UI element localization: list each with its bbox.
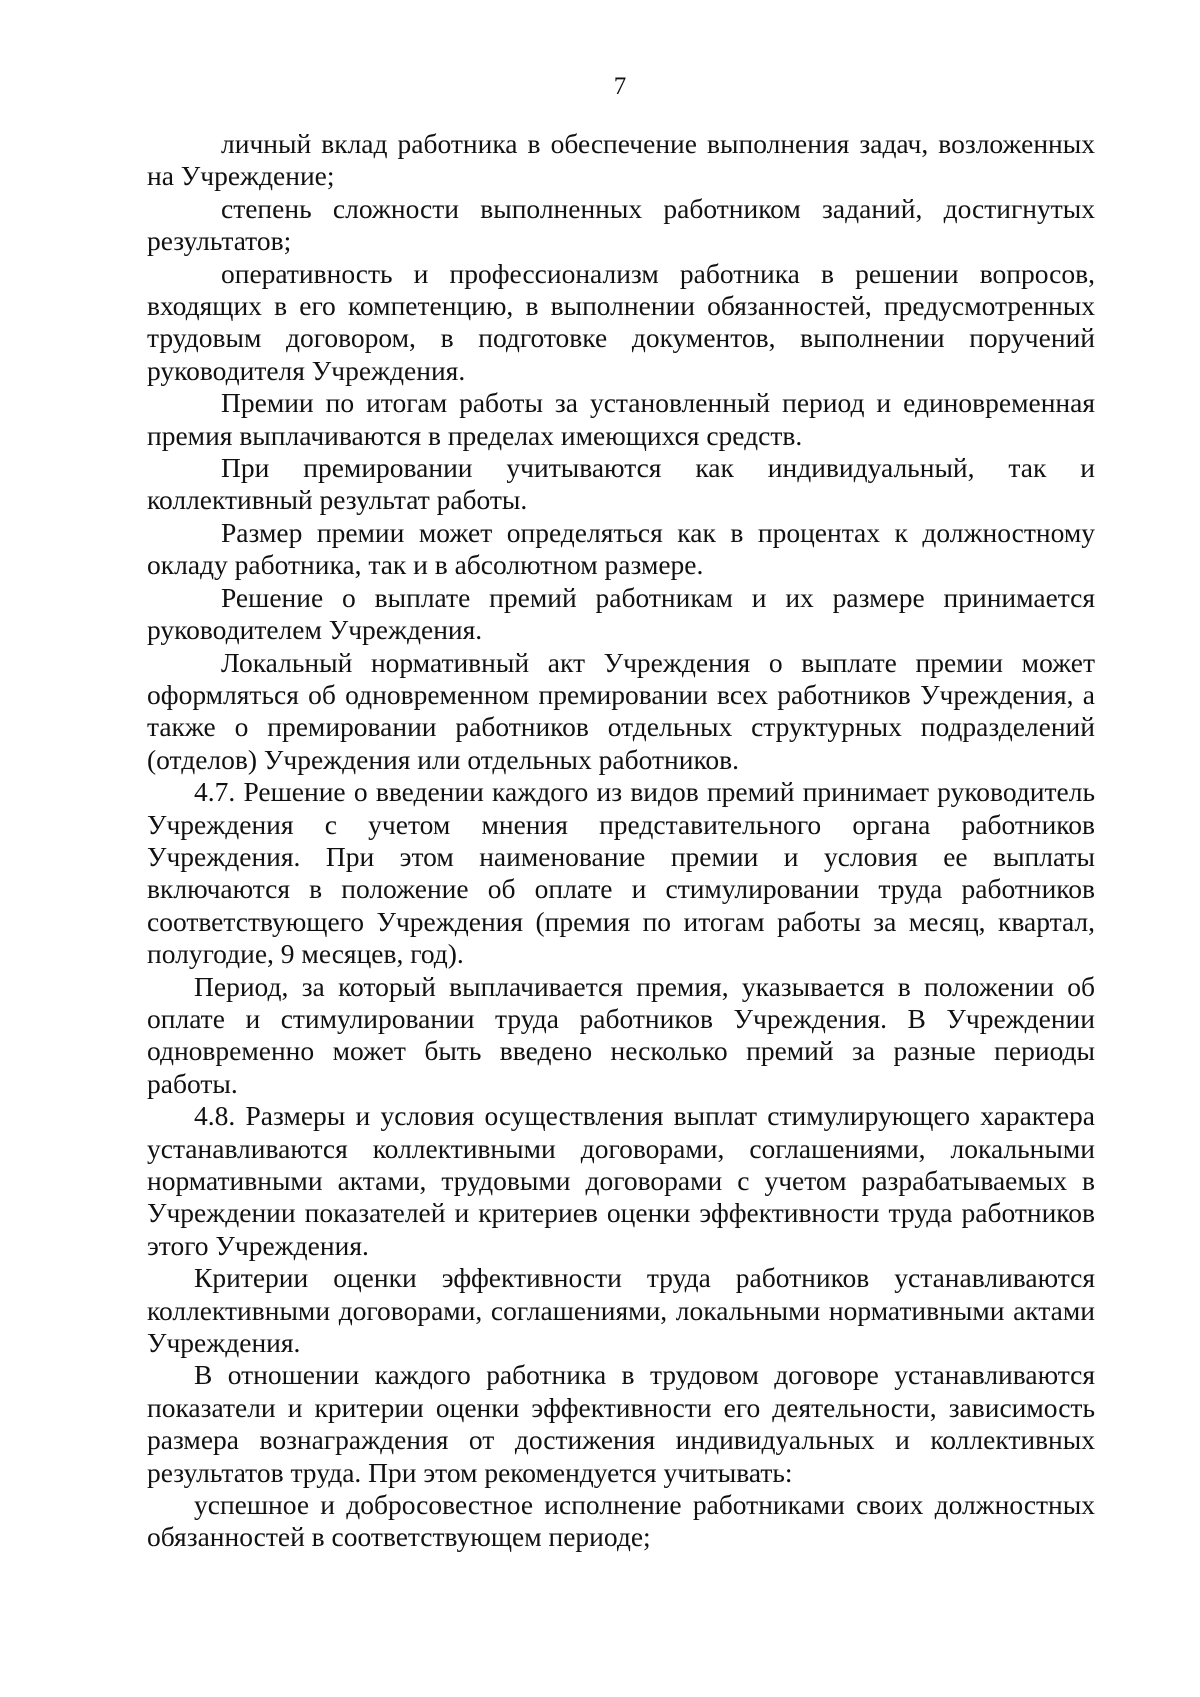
paragraph-local-act: Локальный нормативный акт Учреждения о выплате премии может оформляться об одновременном премировании всех работников Учреждения, а также о премировании работников отдельных структурных подразделений (отделов) Учреждения или отдельных работников. bbox=[147, 646, 1095, 775]
paragraph-duties-performance: успешное и добросовестное исполнение работниками своих должностных обязанностей в соответствующем периоде; bbox=[147, 1489, 1095, 1553]
paragraph-section-4-7: 4.7. Решение о введении каждого из видов премий принимает руководитель Учреждения с учетом мнения представительного органа работников Учреждения. При этом наименование премии и условия ее выплаты включаются в положение об оплате и стимулировании труда работников соответствующего Учреждения (премия по итогам работы за месяц, квартал, полугодие, 9 месяцев, год). bbox=[147, 776, 1095, 970]
paragraph-criteria: Критерии оценки эффективности труда работников устанавливаются коллективными договорами, соглашениями, локальными нормативными актами Учреждения. bbox=[147, 1262, 1095, 1359]
paragraph-employee-indicators: В отношении каждого работника в трудовом договоре устанавливаются показатели и критерии оценки эффективности его деятельности, зависимость размера вознаграждения от достижения индивидуальных и коллективных результатов труда. При этом рекомендуется учитывать: bbox=[147, 1359, 1095, 1488]
paragraph-section-4-8: 4.8. Размеры и условия осуществления выплат стимулирующего характера устанавливаются коллективными договорами, соглашениями, локальными нормативными актами, трудовыми договорами с учетом разрабатываемых в Учреждении показателей и критериев оценки эффективности труда работников этого Учреждения. bbox=[147, 1100, 1095, 1261]
paragraph-bonus-results: При премировании учитываются как индивидуальный, так и коллективный результат работы. bbox=[147, 452, 1095, 516]
paragraph-personal-contribution: личный вклад работника в обеспечение выполнения задач, возложенных на Учреждение; bbox=[147, 128, 1095, 192]
paragraph-bonus-funds: Премии по итогам работы за установленный период и единовременная премия выплачиваются в пределах имеющихся средств. bbox=[147, 387, 1095, 451]
paragraph-bonus-period: Период, за который выплачивается премия, указывается в положении об оплате и стимулировании труда работников Учреждения. В Учреждении одновременно может быть введено несколько премий за разные периоды работы. bbox=[147, 970, 1095, 1099]
page-number: 7 bbox=[613, 73, 627, 100]
paragraph-bonus-size: Размер премии может определяться как в процентах к должностному окладу работника, так и в абсолютном размере. bbox=[147, 516, 1095, 581]
document-body bbox=[147, 128, 1095, 1554]
paragraph-bonus-decision: Решение о выплате премий работникам и их размере принимается руководителем Учреждения. bbox=[147, 581, 1095, 646]
paragraph-efficiency-professionalism: оперативность и профессионализм работника в решении вопросов, входящих в его компетенцию, в выполнении обязанностей, предусмотренных трудовым договором, в подготовке документов, выполнении поручений руководителя Учреждения. bbox=[147, 257, 1095, 386]
paragraph-task-complexity: степень сложности выполненных работником заданий, достигнутых результатов; bbox=[147, 192, 1095, 257]
